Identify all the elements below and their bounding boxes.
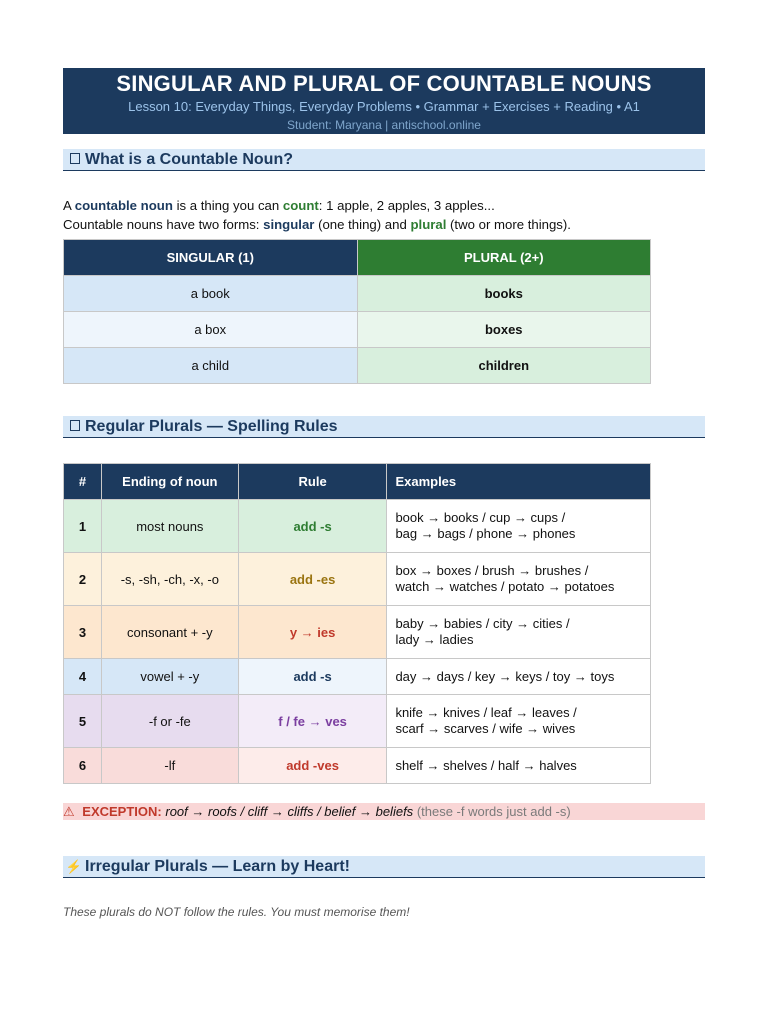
table-row: [64, 553, 651, 606]
column-header: #: [64, 464, 102, 500]
examples-cell: knife → knives / leaf → leaves / scarf → scarves / wife → wives: [387, 695, 651, 748]
table-row: [64, 276, 651, 312]
ending-cell: most nouns: [101, 500, 238, 553]
table-row: [64, 695, 651, 748]
section-header-countable: [63, 149, 705, 171]
rule-cell: y → ies: [238, 606, 387, 659]
term-count: count: [282, 198, 319, 213]
rule-cell: add -es: [238, 553, 387, 606]
row-number: 3: [64, 606, 102, 659]
exception-note-text: (these -f words just add -s): [416, 804, 571, 819]
rule-cell: f / fe → ves: [238, 695, 387, 748]
term-plural: plural: [410, 217, 447, 232]
ending-cell: -f or -fe: [101, 695, 238, 748]
table-row: [64, 606, 651, 659]
column-header: Examples: [387, 464, 651, 500]
section-header-regular-plurals: [63, 416, 705, 438]
intro-line-1: A countable noun is a thing you can count: 1 apple, 2 apples, 3 apples...: [63, 198, 495, 213]
section-title: What is a Countable Noun?: [85, 150, 293, 168]
singular-cell: a book: [64, 276, 358, 312]
term-countable-noun: countable noun: [74, 198, 173, 213]
exception-label: EXCEPTION:: [82, 804, 162, 819]
warning-icon: ⚠: [63, 804, 75, 819]
table-row: [64, 312, 651, 348]
section-header-irregular-plurals: [63, 856, 705, 878]
exception-note: [63, 803, 705, 820]
section-title: Regular Plurals — Spelling Rules: [85, 417, 338, 435]
term-singular: singular: [263, 217, 315, 232]
column-header: Rule: [238, 464, 387, 500]
row-number: 2: [64, 553, 102, 606]
section-title: Irregular Plurals — Learn by Heart!: [85, 857, 350, 875]
table-row: [64, 748, 651, 784]
exception-words: roof → roofs / cliff → cliffs / belief → beliefs: [165, 804, 414, 819]
singular-plural-table: [63, 239, 651, 384]
column-header: Ending of noun: [101, 464, 238, 500]
irregular-note: These plurals do NOT follow the rules. You must memorise them!: [63, 905, 410, 919]
row-number: 1: [64, 500, 102, 553]
examples-cell: book → books / cup → cups / bag → bags / phone → phones: [387, 500, 651, 553]
table-row: [64, 659, 651, 695]
row-number: 4: [64, 659, 102, 695]
rule-cell: add -s: [238, 500, 387, 553]
rule-cell: add -ves: [238, 748, 387, 784]
header-plural: PLURAL (2+): [357, 240, 650, 276]
table-row: [64, 500, 651, 553]
row-number: 5: [64, 695, 102, 748]
ending-cell: vowel + -y: [101, 659, 238, 695]
student-info: Student: Maryana | antischool.online: [287, 118, 481, 132]
square-icon: [63, 419, 85, 434]
intro-line-2: Countable nouns have two forms: singular (one thing) and plural (two or more things).: [63, 217, 571, 232]
singular-cell: a child: [64, 348, 358, 384]
examples-cell: day → days / key → keys / toy → toys: [387, 659, 651, 695]
examples-cell: box → boxes / brush → brushes / watch → watches / potato → potatoes: [387, 553, 651, 606]
ending-cell: -s, -sh, -ch, -x, -o: [101, 553, 238, 606]
square-icon: [63, 152, 85, 167]
row-number: 6: [64, 748, 102, 784]
header-singular: SINGULAR (1): [64, 240, 358, 276]
singular-cell: a box: [64, 312, 358, 348]
plural-cell: books: [357, 276, 650, 312]
examples-cell: baby → babies / city → cities / lady → ladies: [387, 606, 651, 659]
table-row: [64, 348, 651, 384]
lightning-icon: ⚡: [65, 858, 83, 874]
lesson-subtitle: Lesson 10: Everyday Things, Everyday Problems • Grammar + Exercises + Reading • A1: [128, 99, 640, 114]
rule-cell: add -s: [238, 659, 387, 695]
page-title: SINGULAR AND PLURAL OF COUNTABLE NOUNS: [116, 71, 652, 96]
header-banner: [63, 68, 705, 134]
ending-cell: -lf: [101, 748, 238, 784]
plural-cell: children: [357, 348, 650, 384]
spelling-rules-table: [63, 463, 651, 784]
plural-cell: boxes: [357, 312, 650, 348]
ending-cell: consonant + -y: [101, 606, 238, 659]
examples-cell: shelf → shelves / half → halves: [387, 748, 651, 784]
